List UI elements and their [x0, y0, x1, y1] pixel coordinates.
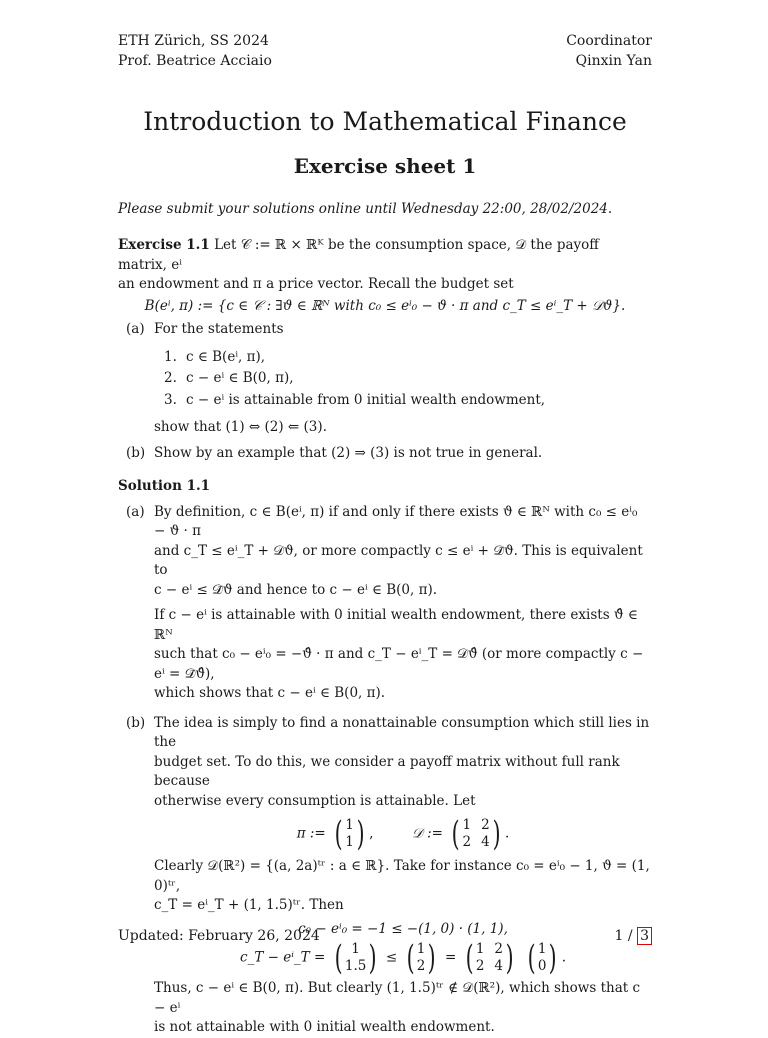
- matrix-cell: 1.5: [344, 958, 367, 974]
- document-subtitle: Exercise sheet 1: [293, 154, 477, 178]
- page-separator: /: [623, 928, 638, 944]
- solution-a-line: and c_T ≤ eⁱ_T + 𝒟ϑ, or more compactly c ≤ eⁱ + 𝒟̄ϑ. This is equivalent to: [154, 542, 643, 578]
- d-matrix: ( 1 2 2 4 ): [451, 814, 501, 854]
- budget-set-equation: B(eⁱ, π) := {c ∈ 𝒞 : ∃ϑ ∈ ℝᴺ with c₀ ≤ eⁱ₀ − ϑ · π and c_T ≤ eⁱ_T + 𝒟ϑ}.: [144, 297, 626, 314]
- matrix-cell: 0: [537, 958, 547, 974]
- equation-c0: c₀ − eⁱ₀ = −1 ≤ −(1, 0) · (1, 1),: [298, 920, 508, 937]
- matrix-cell: 1: [345, 817, 354, 833]
- pi-lhs: π :=: [296, 825, 326, 842]
- exercise-part-a: [118, 320, 652, 340]
- coordinator-name: Qinxin Yan: [575, 52, 652, 69]
- solution-a-line: By definition, c ∈ B(eⁱ, π) if and only if there exists ϑ ∈ ℝᴺ with c₀ ≤ eⁱ₀ − ϑ · π: [154, 503, 638, 539]
- statement-label: 3.: [164, 391, 177, 408]
- show-that-text: show that (1) ⇔ (2) ⇐ (3).: [154, 419, 327, 435]
- pi-vector: ( 1 1 ): [334, 814, 365, 854]
- vector-1-2: ( 1 2 ): [406, 938, 436, 978]
- page-current: 1: [614, 928, 624, 944]
- coordinator-label: Coordinator: [566, 33, 652, 49]
- page-total-link[interactable]: 3: [637, 927, 652, 945]
- matrix-cell: 2: [416, 958, 426, 974]
- part-a-text: For the statements: [154, 321, 284, 337]
- solution-part-a: [118, 503, 652, 704]
- solution-b-line: otherwise every consumption is attainable. Let: [154, 792, 476, 809]
- exercise-intro-line1: Let 𝒞 := ℝ × ℝᴷ be the consumption space, 𝒟 the payoff matrix, eⁱ: [118, 237, 599, 273]
- statement-label: 1.: [164, 348, 177, 365]
- statement-text: c − eⁱ ∈ B(0, π),: [186, 370, 294, 386]
- matrix-cell: 2: [481, 817, 490, 833]
- professor-line: Prof. Beatrice Acciaio: [118, 52, 272, 69]
- solution-a-line: c − eⁱ ≤ 𝒟̄ϑ and hence to c − eⁱ ∈ B(0, π).: [154, 581, 438, 598]
- part-b-text: Show by an example that (2) ⇒ (3) is not true in general.: [154, 444, 543, 461]
- matrix-cell: 1: [416, 941, 426, 957]
- header-left: [118, 32, 272, 71]
- matrix-cell: 1: [462, 817, 472, 833]
- vector-1-0: ( 1 0 ): [527, 938, 558, 978]
- eq2-lhs: c_T − eⁱ_T =: [240, 949, 326, 966]
- solution-a-line: such that c₀ − eⁱ₀ = −ϑ̂ · π and c_T − eⁱ_T = 𝒟ϑ̂ (or more compactly c − eⁱ = 𝒟̄ϑ̂),: [154, 646, 644, 682]
- d-lhs: 𝒟 :=: [412, 825, 443, 842]
- statement-label: 2.: [164, 370, 177, 386]
- updated-date: Updated: February 26, 2024: [118, 928, 320, 944]
- pi-and-d-definition: π := ( 1 1 ) , 𝒟 := ( 1 2 2 4 ) .: [296, 814, 510, 854]
- matrix-cell: 1: [345, 834, 354, 850]
- submission-deadline: Please submit your solutions online until Wednesday 22:00, 28/02/2024.: [118, 201, 613, 217]
- solution-a-label: (a): [126, 503, 145, 520]
- payoff-matrix: ( 1 2 2 4 ): [465, 938, 514, 978]
- document-body: [118, 236, 652, 1038]
- solution-b-line: Thus, c − eⁱ ∈ B(0, π). But clearly (1, 1.5)ᵗʳ ∉ 𝒟(ℝ²), which shows that c − eⁱ: [154, 980, 641, 1016]
- matrix-cell: 2: [494, 941, 503, 957]
- statement-1: [118, 348, 652, 368]
- solution-a-line: If c − eⁱ is attainable with 0 initial wealth endowment, there exists ϑ̂ ∈ ℝᴺ: [154, 607, 638, 643]
- part-a-label: (a): [126, 321, 145, 337]
- exercise-intro: [118, 236, 652, 275]
- vector-1-1.5: ( 1 1.5 ): [334, 938, 377, 978]
- matrix-cell: 1: [537, 941, 547, 957]
- solution-a-line: which shows that c − eⁱ ∈ B(0, π).: [154, 685, 386, 701]
- solution-b-line: budget set. To do this, we consider a payoff matrix without full rank because: [154, 753, 620, 789]
- institution-line: ETH Zürich, SS 2024: [118, 33, 269, 49]
- statement-3: [118, 391, 652, 411]
- header-right: [566, 32, 652, 71]
- matrix-cell: 4: [481, 834, 490, 850]
- solution-heading: Solution 1.1: [118, 478, 211, 494]
- matrix-cell: 4: [494, 958, 503, 974]
- statement-text: c − eⁱ is attainable from 0 initial wealth endowment,: [186, 391, 546, 408]
- solution-b-line: The idea is simply to find a nonattainable consumption which still lies in the: [154, 714, 650, 750]
- part-b-label: (b): [126, 444, 146, 461]
- statement-2: [118, 369, 652, 389]
- matrix-cell: 1: [351, 941, 360, 957]
- solution-b-line: is not attainable with 0 initial wealth endowment.: [154, 1019, 495, 1035]
- page-number: [615, 927, 652, 947]
- solution-b-label: (b): [126, 714, 146, 731]
- exercise-heading: Exercise 1.1: [118, 237, 210, 253]
- document-title: Introduction to Mathematical Finance: [143, 107, 627, 136]
- solution-b-line: c_T = eⁱ_T + (1, 1.5)ᵗʳ. Then: [154, 897, 344, 913]
- solution-b-line: Clearly 𝒟(ℝ²) = {(a, 2a)ᵗʳ : a ∈ ℝ}. Take for instance c₀ = eⁱ₀ − 1, ϑ = (1, 0)ᵗʳ,: [154, 858, 650, 894]
- solution-part-b: [118, 714, 652, 1038]
- matrix-cell: 1: [475, 941, 485, 957]
- matrix-cell: 2: [462, 834, 472, 850]
- statement-text: c ∈ B(eⁱ, π),: [186, 348, 266, 365]
- equation-ct: c_T − eⁱ_T = ( 1 1.5 ) ≤ ( 1 2 ) = ( 1 2 2 4 ) ( 1 0 ) .: [240, 938, 566, 978]
- exercise-part-b: [118, 444, 652, 464]
- exercise-intro-line2: an endowment and π a price vector. Recall the budget set: [118, 276, 514, 292]
- matrix-cell: 2: [475, 958, 485, 974]
